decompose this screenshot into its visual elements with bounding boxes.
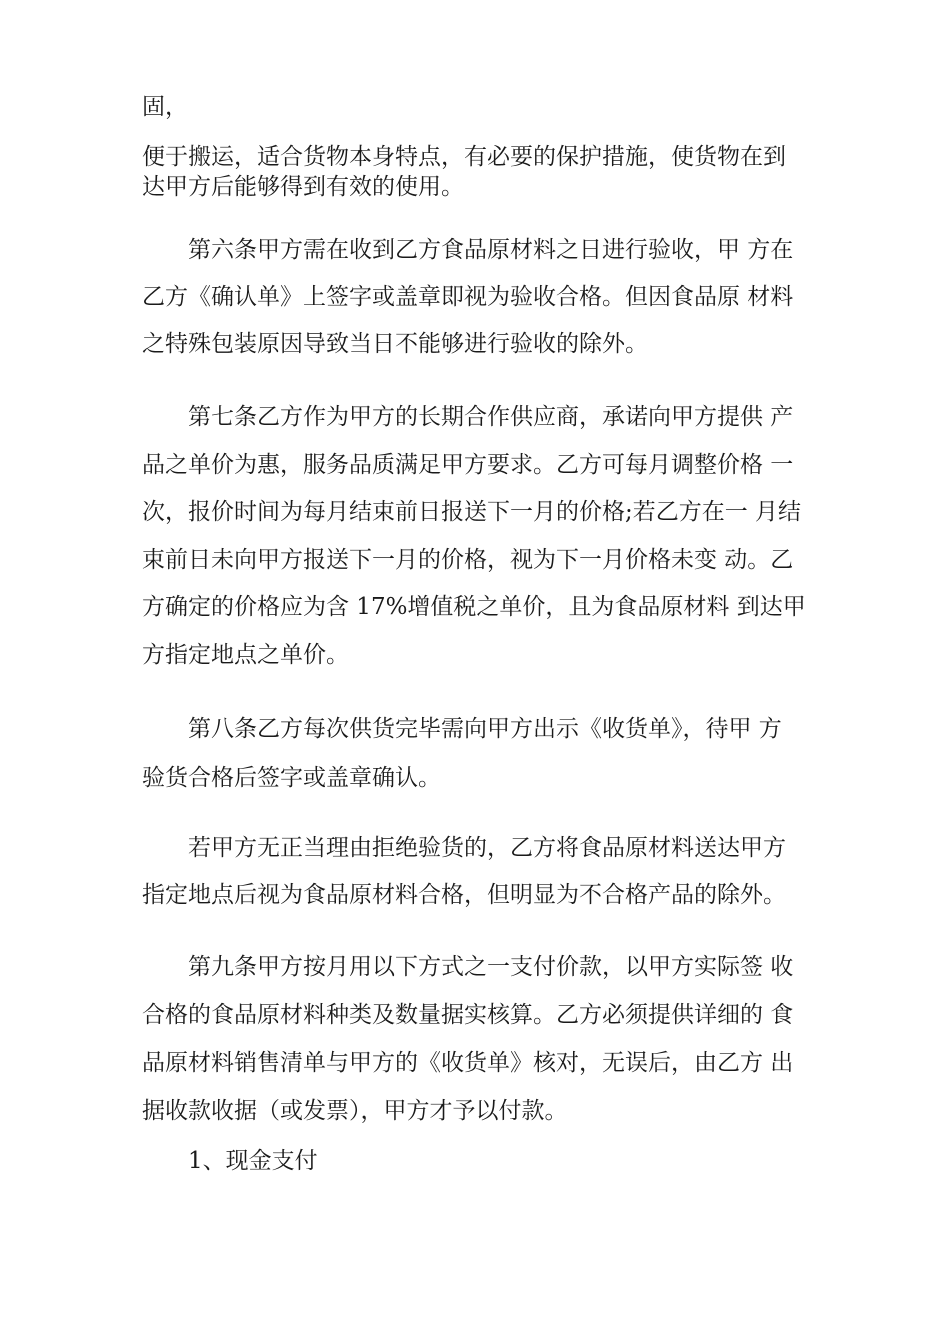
paragraph-article-6 bbox=[142, 227, 832, 368]
text-line: 之特殊包装原因导致当日不能够进行验收的除外。 bbox=[142, 331, 648, 357]
text-line: 合格的食品原材料种类及数量据实核算。乙方必须提供详细的 食 bbox=[142, 1002, 794, 1028]
text-line: 第六条甲方需在收到乙方食品原材料之日进行验收，甲 方在 bbox=[142, 237, 794, 263]
text-line: 便于搬运，适合货物本身特点，有必要的保护措施，使货物在到 bbox=[142, 144, 786, 170]
paragraph-article-7 bbox=[142, 394, 832, 679]
text-line: 品之单价为惠，服务品质满足甲方要求。乙方可每月调整价格 一 bbox=[142, 451, 794, 478]
text-line: 达甲方后能够得到有效的使用。 bbox=[142, 174, 464, 200]
text-line: 方指定地点之单价。 bbox=[142, 641, 349, 668]
text-line: 第七条乙方作为甲方的长期合作供应商，承诺向甲方提供 产 bbox=[142, 404, 794, 430]
paragraph-packaging bbox=[142, 142, 832, 202]
text-line: 方确定的价格应为含 17%增值税之单价，且为食品原材料 到达甲 bbox=[142, 594, 806, 620]
text-line: 第九条甲方按月用以下方式之一支付价款，以甲方实际签 收 bbox=[142, 954, 794, 980]
text-line: 乙方《确认单》上签字或盖章即视为验收合格。但因食品原 材料 bbox=[142, 284, 794, 310]
text-line: 品原材料销售清单与甲方的《收货单》核对，无误后，由乙方 出 bbox=[142, 1050, 794, 1076]
text-line: 若甲方无正当理由拒绝验货的，乙方将食品原材料送达甲方 bbox=[142, 835, 786, 861]
text-line: 固， bbox=[142, 94, 188, 120]
text-line: 验货合格后签字或盖章确认。 bbox=[142, 765, 441, 791]
text-line: 第八条乙方每次供货完毕需向甲方出示《收货单》，待甲 方 bbox=[142, 716, 782, 742]
text-line: 据收款收据（或发票），甲方才予以付款。 bbox=[142, 1098, 568, 1124]
text-line: 次，报价时间为每月结束前日报送下一月的价格;若乙方在一 月结 bbox=[142, 499, 802, 525]
paragraph-refusal bbox=[142, 825, 832, 919]
text-line: 1、现金支付 bbox=[142, 1148, 318, 1174]
paragraph-article-9 bbox=[142, 943, 832, 1135]
text-line: 束前日未向甲方报送下一月的价格，视为下一月价格未变 动。乙 bbox=[142, 546, 794, 573]
paragraph-article-8 bbox=[142, 705, 832, 803]
list-item-cash-payment bbox=[142, 1141, 832, 1181]
text-line: 指定地点后视为食品原材料合格，但明显为不合格产品的除外。 bbox=[142, 882, 786, 908]
paragraph-fragment bbox=[142, 90, 832, 124]
